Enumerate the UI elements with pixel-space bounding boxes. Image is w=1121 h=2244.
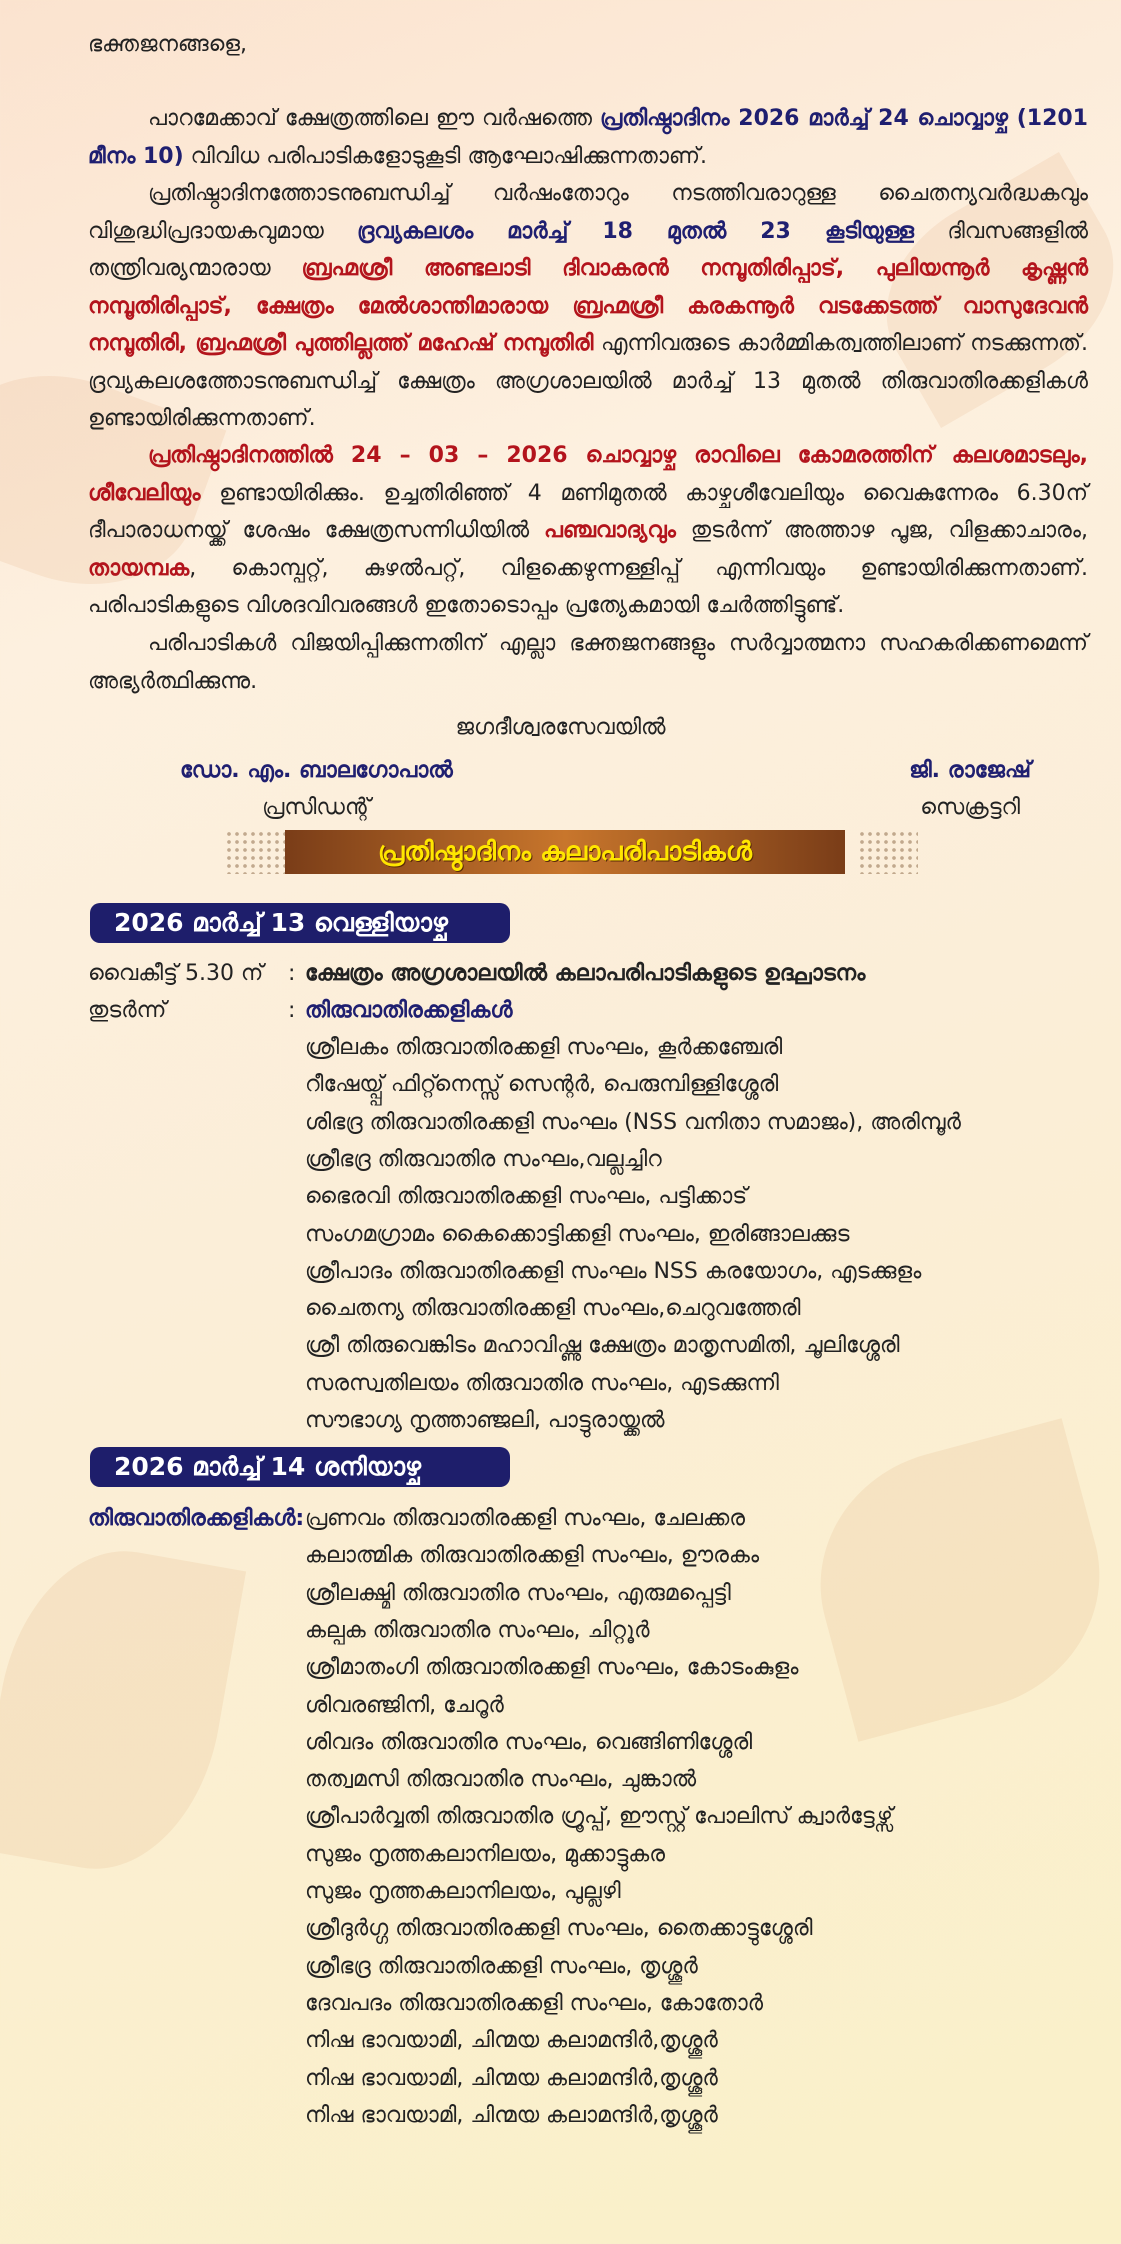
program-list-item: ശ്രീഭദ്ര തിരുവാതിരക്കളി സംഘം, തൃശ്ശൂർ (305, 1953, 698, 1979)
program-list-item: ശിവരഞ്ജിനി, ചേറൂർ (305, 1692, 504, 1718)
day1-inauguration: ക്ഷേത്രം അഗ്രശാലയിൽ കലാപരിപാടികളുടെ ഉദ്ഘാടനം (305, 961, 866, 986)
banner-dots-right (858, 830, 918, 874)
programs-banner (285, 830, 845, 874)
program-list-item: ഭൈരവി തിരുവാതിരക്കളി സംഘം, പട്ടിക്കാട് (305, 1184, 748, 1210)
program-list-item: ശ്രീമാതംഗി തിരുവാതിരക്കളി സംഘം, കോടംകുളം (305, 1655, 799, 1681)
banner-title: പ്രതിഷ്ഠാദിനം കലാപരിപാടികൾ (378, 836, 752, 867)
program-list-item: ശിഭദ്ര തിരുവാതിരക്കളി സംഘം (NSS വനിതാ സമാജം), അരിമ്പൂർ (305, 1109, 961, 1135)
paragraph-2 (88, 175, 1088, 438)
text-segment: വിവിധ പരിപാടികളോടുകൂടി ആഘോഷിക്കുന്നതാണ്. (183, 143, 708, 169)
program-list-item: തത്വമസി തിരുവാതിര സംഘം, ചുങ്കാൽ (305, 1767, 697, 1793)
colon: : (288, 961, 296, 986)
day1-category: തിരുവാതിരക്കളികൾ (305, 998, 513, 1023)
program-list-item: പ്രണവം തിരുവാതിരക്കളി സംഘം, ചേലക്കര (305, 1506, 746, 1531)
program-list-item: സംഗമഗ്രാമം കൈക്കൊട്ടിക്കളി സംഘം, ഇരിങ്ങാലക്കുട (305, 1221, 850, 1247)
signatory-name: ഡോ. എം. ബാലഗോപാൽ (180, 758, 453, 783)
signatory-name: ജി. രാജേഷ് (909, 758, 1031, 783)
paragraph-3 (88, 437, 1088, 625)
text-segment: , കൊമ്പ്പറ്റ്, കുഴൽപറ്റ്, വിളക്കെഴുന്നള്ളിപ്പ് എന്നിവയും ഉണ്ടായിരിക്കുന്നതാണ്. പരിപാടികളുടെ വിശദവിവരങ്ങൾ ഇതോടൊപ്പം പ്രത്യേകമായി ചേർത്തിട്ടുണ്ട്. (88, 555, 1088, 618)
program-list-item: ശ്രീ തിരുവെങ്കിടം മഹാവിഷ്ണു ക്ഷേത്രം മാതൃസമിതി, ചൂലിശ്ശേരി (305, 1333, 900, 1359)
program-list-item: സുജം നൃത്തകലാനിലയം, പുല്ലഴി (305, 1879, 621, 1904)
decorative-leaf (791, 1418, 1121, 1742)
signatory-secretary (909, 752, 1031, 826)
program-list-item: ദേവപദം തിരുവാതിരക്കളി സംഘം, കോതോർ (305, 1990, 763, 2016)
day1-header: 2026 മാർച്ച് 13 വെള്ളിയാഴ്ച (90, 903, 510, 943)
day1-then-label: തുടർന്ന് (88, 998, 167, 1023)
program-list-item: ശ്രീഭദ്ര തിരുവാതിര സംഘം,വല്ലച്ചിറ (305, 1146, 662, 1172)
highlighted-text: പഞ്ചവാദ്യവും (544, 518, 676, 543)
text-segment: ദിവസങ്ങളിൽ തന്ത്രിവര്യന്മാരായ (88, 218, 1089, 281)
text-segment: തുടർന്ന് അത്താഴ പൂജ, വിളക്കാചാരം, (675, 518, 1088, 543)
text-segment: എന്നിവരുടെ കാർമ്മികത്വത്തിലാണ് നടക്കുന്നത്. ദ്രവ്യകലശത്തോടനുബന്ധിച്ച് ക്ഷേത്രം അഗ്രശാലയിൽ മാർച്ച് 13 മുതൽ തിരുവാതിരക്കളികൾ ഉണ്ടായിരിക്കുന്നതാണ്. (88, 331, 1088, 431)
program-list-item: ശ്രീപാർവ്വതി തിരുവാതിര ഗ്രൂപ്പ്, ഈസ്റ്റ് പോലിസ് ക്വാർട്ടേഴ്സ് (305, 1804, 893, 1830)
program-list-item: ശ്രീലകം തിരുവാതിരക്കളി സംഘം, കൂർക്കഞ്ചേരി (305, 1035, 783, 1060)
program-list-item: സുജം നൃത്തകലാനിലയം, മുക്കാട്ടുകര (305, 1841, 665, 1867)
text-segment: പാറമേക്കാവ് ക്ഷേത്രത്തിലെ ഈ വർഷത്തെ (148, 106, 601, 131)
greeting: ഭക്തജനങ്ങളെ, (88, 32, 247, 57)
text-segment: പരിപാടികൾ വിജയിപ്പിക്കുന്നതിന് എല്ലാ ഭക്തജനങ്ങളും സർവ്വാത്മനാ സഹകരിക്കണമെന്ന് അഭ്യർത്ഥിക്കുന്നു. (88, 631, 1088, 694)
paragraph-1 (88, 100, 1088, 175)
program-list-item: ശ്രീലക്ഷ്മി തിരുവാതിര സംഘം, എരുമപ്പെട്ടി (305, 1580, 731, 1606)
signatory-title: പ്രസിഡന്റ് (262, 795, 371, 820)
program-list-item: സൗഭാഗ്യ നൃത്താഞ്ജലി, പാട്ടുരായ്ക്കൽ (305, 1408, 665, 1433)
highlighted-text: പ്രതിഷ്ഠാദിനം 2026 മാർച്ച് 24 ചൊവ്വാഴ്ച (1201 മീനം 10) (88, 106, 1088, 169)
signatory-president (180, 752, 453, 826)
program-list-item: ചൈതന്യ തിരുവാതിരക്കളി സംഘം,ചെറുവത്തേരി (305, 1296, 801, 1322)
paragraph-4 (88, 625, 1088, 700)
program-list-item: ശ്രീപാദം തിരുവാതിരക്കളി സംഘം NSS കരയോഗം, എടക്കുളം (305, 1258, 922, 1284)
program-list-item: റീഷേയ്പ്പ് ഫിറ്റ്നെസ്സ് സെന്റർ, പെരുമ്പിള്ളിശ്ശേരി (305, 1072, 779, 1098)
program-list-item: ശിവദം തിരുവാതിര സംഘം, വെങ്ങിണിശ്ശേരി (305, 1729, 753, 1755)
highlighted-text: ബ്രഹ്മശ്രീ അണ്ടലാടി ദിവാകരൻ നമ്പൂതിരിപ്പാട്, പുലിയന്നൂർ കൃഷ്ണൻ നമ്പൂതിരിപ്പാട്, ക്ഷേത്രം മേൽശാന്തിമാരായ ബ്രഹ്മശ്രീ കരകന്നൂർ വടക്കേടത്ത് വാസുദേവൻ നമ്പൂതിരി, ബ്രഹ്മശ്രീ പുത്തില്ലത്ത് മഹേഷ് നമ്പൂതിരി (88, 256, 1088, 356)
program-list-item: കല്പക തിരുവാതിര സംഘം, ചിറ്റൂർ (305, 1617, 650, 1643)
day1-time-label: വൈകീട്ട് 5.30 ന് (88, 961, 264, 986)
text-segment: ഉണ്ടായിരിക്കും. ഉച്ചതിരിഞ്ഞ് 4 മണിമുതൽ കാഴ്ചശീവേലിയും വൈകുന്നേരം 6.30ന് ദീപാരാധനയ്ക്ക് ശേഷം ക്ഷേത്രസന്നിധിയിൽ (88, 480, 1088, 543)
highlighted-text: പ്രതിഷ്ഠാദിനത്തിൽ 24 – 03 – 2026 ചൊവ്വാഴ്ച രാവിലെ കോമരത്തിന് കലശമാടലും, ശീവേലിയും (88, 443, 1088, 506)
closing-salutation: ജഗദീശ്വരസേവയിൽ (455, 715, 666, 740)
program-list-item: നിഷ ഭാവയാമി, ചിന്മയ കലാമന്ദിർ,തൃശ്ശൂർ (305, 2028, 718, 2054)
program-list-item: കലാത്മിക തിരുവാതിരക്കളി സംഘം, ഊരകം (305, 1543, 760, 1569)
highlighted-text: ദ്രവ്യകലശം മാർച്ച് 18 മുതൽ 23 കൂടിയുള്ള (357, 218, 914, 244)
signatory-title: സെക്രട്ടറി (920, 795, 1020, 820)
colon: : (288, 998, 296, 1023)
text-segment: പ്രതിഷ്ഠാദിനത്തോടനുബന്ധിച്ച് വർഷംതോറും നടത്തിവരാറുള്ള ചൈതന്യവർദ്ധകവും വിശുദ്ധിപ്രദായകവുമായ (88, 181, 1088, 244)
program-list-item: സരസ്വതിലയം തിരുവാതിര സംഘം, എടക്കുന്നി (305, 1370, 779, 1396)
program-list-item: ശ്രീദുർഗ്ഗ തിരുവാതിരക്കളി സംഘം, തൈക്കാട്ടുശ്ശേരി (305, 1916, 813, 1942)
program-list-item: നിഷ ഭാവയാമി, ചിന്മയ കലാമന്ദിർ,തൃശ്ശൂർ (305, 2065, 718, 2091)
highlighted-text: തായമ്പക (88, 555, 190, 581)
banner-dots-left (225, 830, 285, 874)
program-list-item: നിഷ ഭാവയാമി, ചിന്മയ കലാമന്ദിർ,തൃശ്ശൂർ (305, 2102, 718, 2128)
decorative-leaf (0, 1533, 246, 1886)
day2-category: തിരുവാതിരക്കളികൾ: (88, 1506, 305, 1531)
day2-header: 2026 മാർച്ച് 14 ശനിയാഴ്ച (90, 1447, 510, 1487)
